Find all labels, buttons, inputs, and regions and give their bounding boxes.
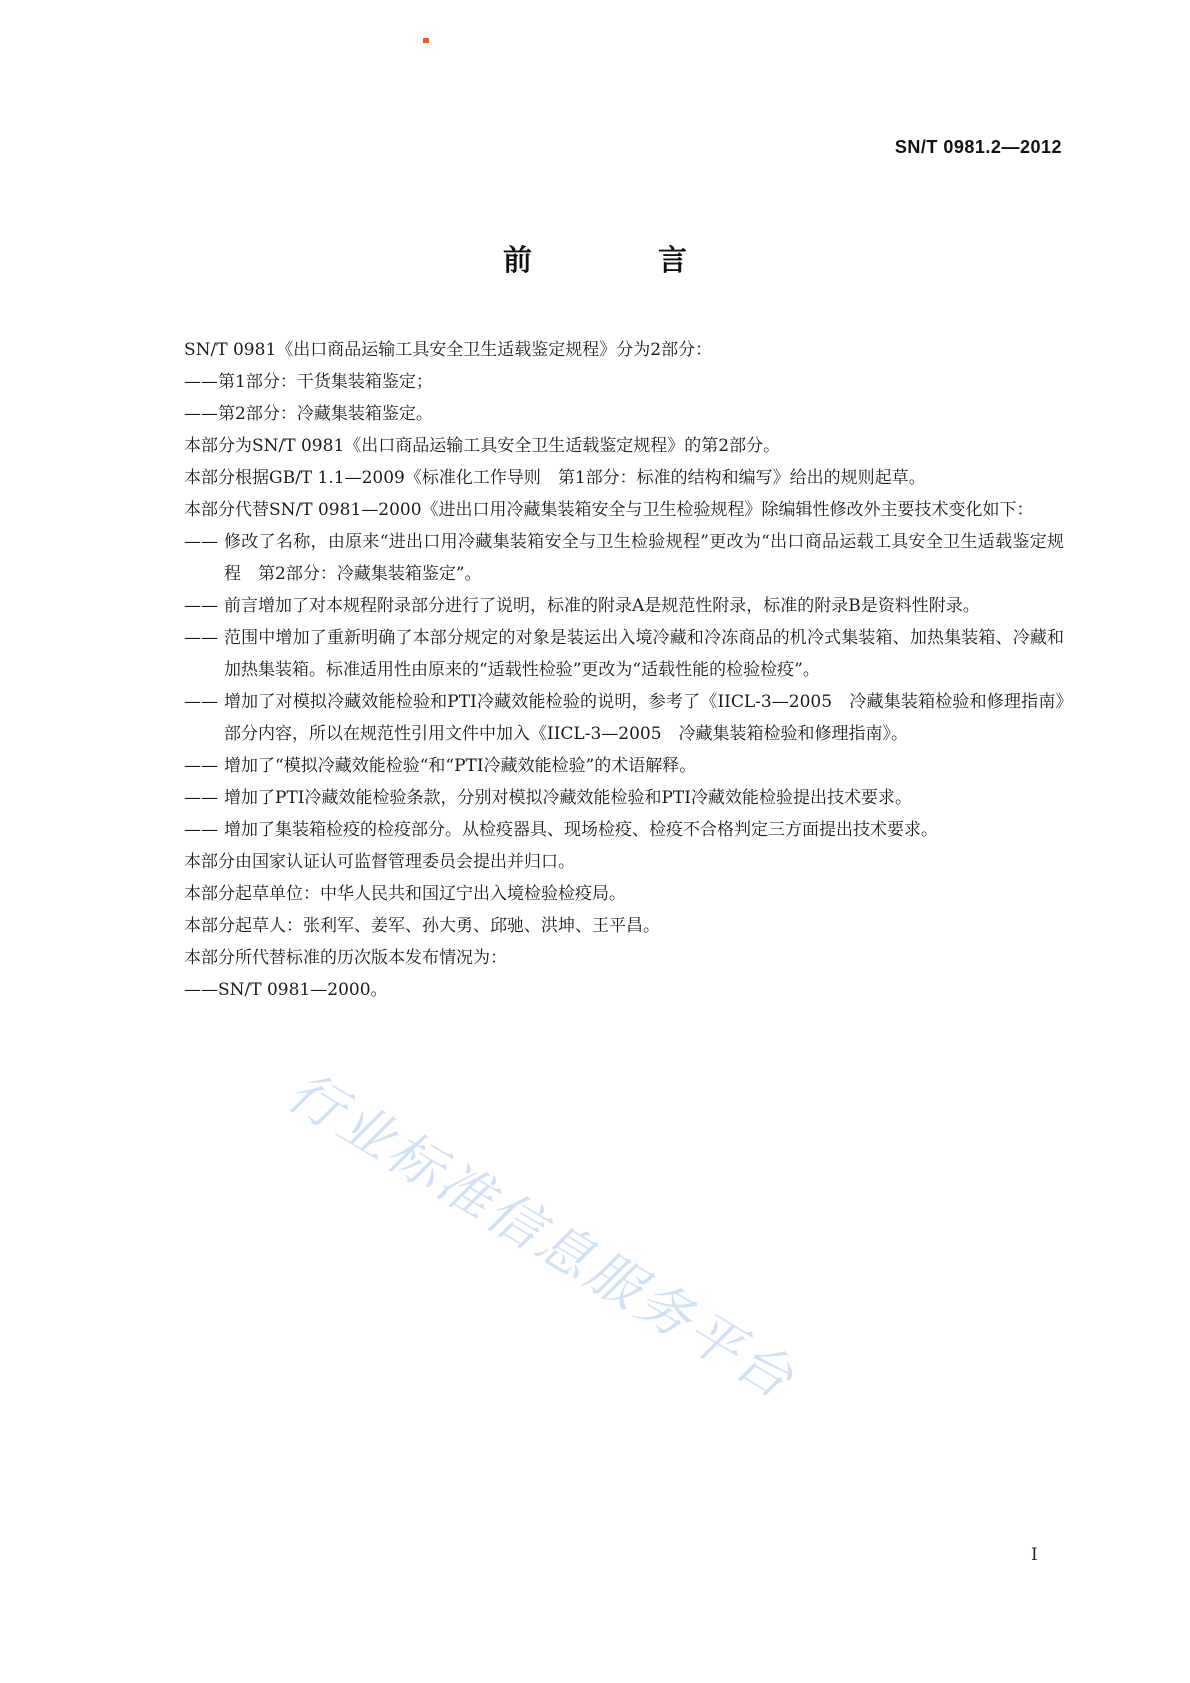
scope-paragraph: 本部分为SN/T 0981《出口商品运输工具安全卫生适载鉴定规程》的第2部分。 — [184, 436, 781, 456]
history-paragraph: 本部分所代替标准的历次版本发布情况为： — [184, 948, 507, 968]
dash-mark: —— — [184, 532, 218, 552]
change-text: 增加了对模拟冷藏效能检验和PTI冷藏效能检验的说明，参考了《IICL-3—2005 冷藏集装箱检验和修理指南》部分内容，所以在规范性引用文件中加入《IICL-3—2005 冷藏集装箱检验和修理指南》。 — [224, 692, 1064, 744]
change-text: 增加了“模拟冷藏效能检验“和“PTI冷藏效能检验”的术语解释。 — [224, 756, 697, 776]
replacement-paragraph: 本部分代替SN/T 0981—2000《进出口用冷藏集装箱安全与卫生检验规程》除编辑性修改外主要技术变化如下： — [184, 500, 1034, 520]
history-item: ——SN/T 0981—2000。 — [184, 980, 388, 1000]
change-item — [144, 590, 1064, 622]
dash-mark: —— — [184, 628, 218, 648]
page-title: 前 言 — [502, 243, 746, 277]
dash-mark: —— — [184, 692, 218, 712]
drafters-paragraph: 本部分起草人：张利军、姜军、孙大勇、邱驰、洪坤、王平昌。 — [184, 916, 660, 936]
change-item — [144, 622, 1064, 686]
dash-mark: —— — [184, 820, 218, 840]
change-text: 前言增加了对本规程附录部分进行了说明，标准的附录A是规范性附录，标准的附录B是资料性附录。 — [224, 596, 980, 616]
part-list-item: ——第1部分：干货集装箱鉴定； — [184, 372, 433, 392]
change-item — [144, 750, 1064, 782]
part-list-item: ——第2部分：冷藏集装箱鉴定。 — [184, 404, 433, 424]
page-number: I — [1031, 1545, 1038, 1565]
change-item — [144, 814, 1064, 846]
drafting-rule-paragraph: 本部分根据GB/T 1.1—2009《标准化工作导则 第1部分：标准的结构和编写》给出的规则起草。 — [184, 468, 926, 488]
change-text: 增加了PTI冷藏效能检验条款，分别对模拟冷藏效能检验和PTI冷藏效能检验提出技术要求。 — [224, 788, 912, 808]
change-text: 增加了集装箱检疫的检疫部分。从检疫器具、现场检疫、检疫不合格判定三方面提出技术要求。 — [224, 820, 938, 840]
change-item — [144, 782, 1064, 814]
change-text: 修改了名称，由原来“进出口用冷藏集装箱安全与卫生检验规程”更改为“出口商品运载工具安全卫生适载鉴定规程 第2部分：冷藏集装箱鉴定”。 — [224, 532, 1064, 584]
dash-mark: —— — [184, 788, 218, 808]
dash-mark: —— — [184, 756, 218, 776]
proposer-paragraph: 本部分由国家认证认可监督管理委员会提出并归口。 — [184, 852, 575, 872]
change-item — [144, 526, 1064, 590]
orange-marker — [423, 38, 429, 43]
change-item — [144, 686, 1064, 750]
intro-paragraph: SN/T 0981《出口商品运输工具安全卫生适载鉴定规程》分为2部分： — [184, 340, 713, 360]
drafting-unit-paragraph: 本部分起草单位：中华人民共和国辽宁出入境检验检疫局。 — [184, 884, 626, 904]
watermark: 行业标准信息服务平台 — [276, 1059, 807, 1413]
change-text: 范围中增加了重新明确了本部分规定的对象是装运出入境冷藏和冷冻商品的机冷式集装箱、加热集装箱、冷藏和加热集装箱。标准适用性由原来的“适载性检验”更改为“适载性能的检验检疫”。 — [224, 628, 1064, 680]
standard-code: SN/T 0981.2—2012 — [894, 137, 1062, 157]
document-body — [144, 334, 1064, 1006]
dash-mark: —— — [184, 596, 218, 616]
